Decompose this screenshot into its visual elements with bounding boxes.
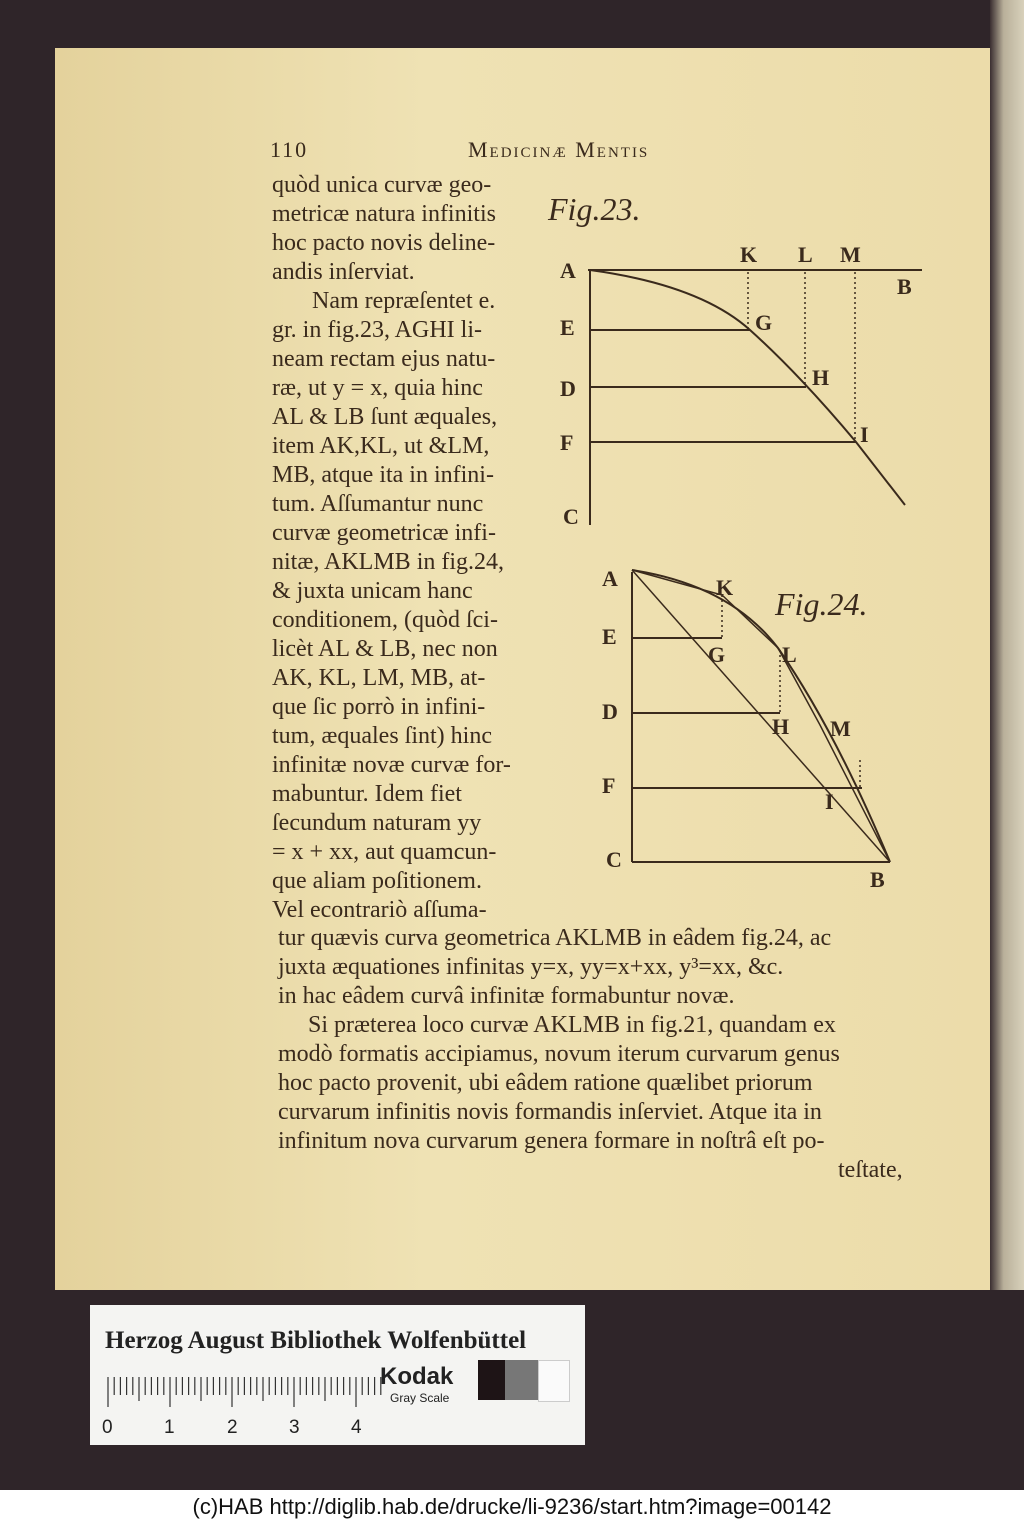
text-line: tum, æquales ſint) hinc — [272, 723, 492, 749]
svg-text:D: D — [560, 376, 576, 401]
text-line: tum. Aſſumantur nunc — [272, 491, 484, 517]
svg-text:A: A — [560, 258, 576, 283]
ruler-number: 4 — [351, 1417, 362, 1438]
svg-text:A: A — [602, 566, 618, 591]
svg-text:E: E — [560, 315, 575, 340]
svg-text:L: L — [798, 242, 813, 267]
text-line: & juxta unicam hanc — [272, 578, 473, 604]
white-patch — [538, 1360, 570, 1402]
svg-text:M: M — [830, 716, 851, 741]
text-line: Nam repræſentet e. — [312, 288, 496, 314]
text-line: que aliam poſitionem. — [272, 868, 482, 894]
text-line: quòd unica curvæ geo- — [272, 172, 492, 198]
text-line: in hac eâdem curvâ infinitæ formabuntur novæ. — [278, 983, 735, 1009]
color-calibration-card — [90, 1305, 585, 1445]
gray-scale-label: Gray Scale — [390, 1391, 450, 1405]
ruler-number: 0 — [102, 1417, 113, 1438]
ruler-number: 2 — [227, 1417, 238, 1438]
svg-text:C: C — [563, 504, 579, 529]
text-line: item AK,KL, ut &LM, — [272, 433, 490, 459]
running-title: Medicinæ Mentis — [468, 137, 650, 162]
svg-text:M: M — [840, 242, 861, 267]
text-line: AL & LB ſunt æquales, — [272, 404, 498, 430]
svg-text:K: K — [740, 242, 758, 267]
library-name: Herzog August Bibliothek Wolfenbüttel — [105, 1327, 527, 1354]
fig24-caption: Fig.24. — [775, 586, 868, 622]
text-line: conditionem, (quòd ſci- — [272, 607, 498, 633]
svg-text:G: G — [708, 642, 726, 667]
text-line: ſecundum naturam yy — [272, 810, 482, 836]
svg-text:H: H — [772, 714, 790, 739]
page-number: 110 — [270, 137, 309, 162]
svg-text:F: F — [560, 430, 574, 455]
text-line: juxta æquationes infinitas y=x, yy=x+xx, y³=xx, &c. — [278, 954, 784, 980]
text-line: Si præterea loco curvæ AKLMB in fig.21, quandam ex — [308, 1012, 836, 1038]
svg-text:D: D — [602, 699, 618, 724]
text-line: curvarum infinitis novis formandis inſerviet. Atque ita in — [278, 1099, 822, 1125]
text-line: ræ, ut y = x, quia hinc — [272, 375, 483, 401]
svg-text:I: I — [825, 789, 834, 814]
ruler-number: 3 — [289, 1417, 300, 1438]
svg-text:I: I — [860, 422, 869, 447]
text-line: que ſic porrò in infini- — [272, 694, 486, 720]
svg-text:H: H — [812, 365, 830, 390]
text-line: infinitæ novæ curvæ for- — [272, 752, 511, 778]
black-patch — [478, 1360, 505, 1400]
text-line: gr. in fig.23, AGHI li- — [272, 317, 482, 343]
kodak-logo: Kodak — [380, 1363, 454, 1390]
text-line: mabuntur. Idem fiet — [272, 781, 462, 807]
text-line: curvæ geometricæ infi- — [272, 520, 496, 546]
text-line: MB, atque ita in infini- — [272, 462, 494, 488]
text-line: teſtate, — [838, 1157, 903, 1183]
text-line: hoc pacto novis deline- — [272, 230, 496, 256]
gray-patch — [505, 1360, 538, 1400]
text-line: metricæ natura infinitis — [272, 201, 496, 227]
text-line: licèt AL & LB, nec non — [272, 636, 498, 662]
text-line: andis inſerviat. — [272, 259, 415, 285]
svg-text:B: B — [897, 274, 912, 299]
ruler-number: 1 — [164, 1417, 175, 1438]
text-line: hoc pacto provenit, ubi eâdem ratione quælibet priorum — [278, 1070, 813, 1096]
text-line: Vel econtrariò aſſuma- — [272, 897, 487, 923]
text-line: infinitum nova curvarum genera formare in noſtrâ eſt po- — [278, 1128, 825, 1154]
text-line: AK, KL, LM, MB, at- — [272, 665, 486, 691]
svg-text:G: G — [755, 310, 773, 335]
text-line: = x + xx, aut quamcun- — [272, 839, 497, 865]
svg-text:K: K — [716, 575, 734, 600]
figure-23 — [588, 270, 922, 525]
fig23-caption: Fig.23. — [548, 191, 641, 227]
svg-text:B: B — [870, 867, 885, 892]
svg-text:C: C — [606, 847, 622, 872]
text-line: neam rectam ejus natu- — [272, 346, 496, 372]
text-line: tur quævis curva geometrica AKLMB in eâdem fig.24, ac — [278, 925, 832, 951]
copyright-footer: (c)HAB http://diglib.hab.de/drucke/li-9236/start.htm?image=00142 — [0, 1490, 1024, 1523]
svg-text:F: F — [602, 773, 616, 798]
svg-text:E: E — [602, 624, 617, 649]
svg-text:L: L — [782, 642, 797, 667]
text-line: modò formatis accipiamus, novum iterum curvarum genus — [278, 1041, 840, 1067]
text-line: nitæ, AKLMB in fig.24, — [272, 549, 505, 575]
